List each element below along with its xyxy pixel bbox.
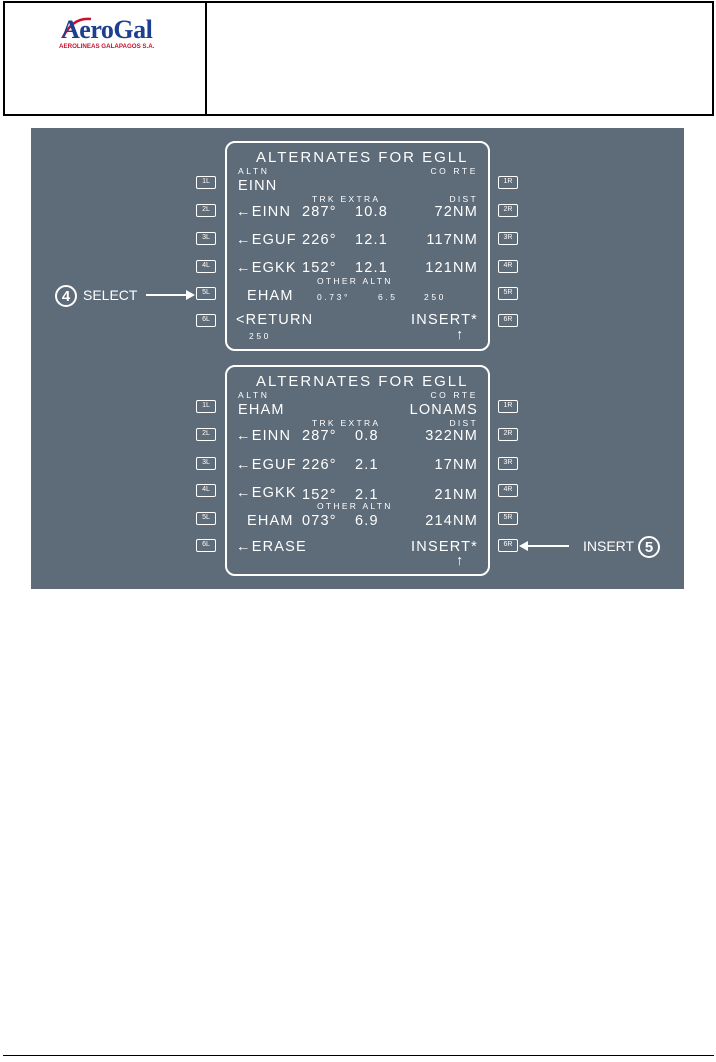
aerogal-logo bbox=[57, 15, 177, 55]
screen2-row1-trk: 287° bbox=[302, 428, 337, 444]
footer-rule bbox=[3, 1055, 714, 1056]
mcdu-screen-1 bbox=[225, 141, 490, 351]
mcdu-screen-2 bbox=[225, 365, 490, 576]
screen1-other-code: EHAM bbox=[247, 288, 294, 304]
lsk-4l[interactable]: 4L bbox=[196, 260, 216, 273]
screen1-row2-trk: 226° bbox=[302, 232, 337, 248]
screen1-other-dist: 250 bbox=[424, 292, 446, 302]
lsk-3r[interactable]: 3R bbox=[498, 232, 518, 245]
screen1-other-altn-label: OTHER ALTN bbox=[317, 276, 393, 286]
screen2-row3-dist: 21NM bbox=[434, 487, 478, 503]
screen1-row1-extra: 10.8 bbox=[355, 204, 389, 220]
screen2-other-dist: 214NM bbox=[425, 513, 478, 529]
insert-arrow-line bbox=[527, 545, 569, 547]
mcdu-figure bbox=[31, 128, 684, 589]
callout-insert-label: INSERT bbox=[583, 538, 635, 554]
screen1-row1-trk: 287° bbox=[302, 204, 337, 220]
screen2-other-trk: 073° bbox=[302, 513, 337, 529]
header-divider bbox=[205, 3, 207, 114]
screen1-row1-code: ←EINN bbox=[236, 204, 292, 220]
screen1-up-arrow-icon: ↑ bbox=[456, 327, 465, 343]
screen2-row1-extra: 0.8 bbox=[355, 428, 379, 444]
screen1-row3-code: ←EGKK bbox=[236, 260, 297, 276]
screen2-col-trk-extra: TRK EXTRA bbox=[312, 418, 381, 428]
screen2-title: ALTERNATES FOR EGLL bbox=[256, 373, 469, 390]
screen1-insert-label: INSERT* bbox=[411, 312, 478, 328]
lsk-3l[interactable]: 3L bbox=[196, 232, 216, 245]
lsk-2l[interactable]: 2L bbox=[196, 204, 216, 217]
screen2-row2-trk: 226° bbox=[302, 457, 337, 473]
lsk-6r[interactable]: 6R bbox=[498, 539, 518, 552]
screen2-row3-code: ←EGKK bbox=[236, 485, 297, 501]
lsk-2l[interactable]: 2L bbox=[196, 428, 216, 441]
lsk-2r[interactable]: 2R bbox=[498, 428, 518, 441]
callout-number-4: 4 bbox=[55, 285, 77, 307]
screen1-scratchpad: 250 bbox=[249, 331, 271, 341]
screen2-row2-extra: 2.1 bbox=[355, 457, 379, 473]
lsk-6l[interactable]: 6L bbox=[196, 539, 216, 552]
lsk-3l[interactable]: 3L bbox=[196, 457, 216, 470]
screen1-row2-code: ←EGUF bbox=[236, 232, 297, 248]
screen2-row3-trk: 152° bbox=[302, 487, 337, 503]
logo-wordmark: AeroGal bbox=[61, 15, 153, 44]
screen1-row1-dist: 72NM bbox=[434, 204, 478, 220]
screen2-altn-label: ALTN bbox=[238, 390, 270, 400]
screen2-other-extra: 6.9 bbox=[355, 513, 379, 529]
screen1-row2-extra: 12.1 bbox=[355, 232, 389, 248]
lsk-1r[interactable]: 1R bbox=[498, 400, 518, 413]
screen2-col-dist: DIST bbox=[449, 418, 478, 428]
callout-select-label: SELECT bbox=[83, 287, 138, 303]
screen2-row2-dist: 17NM bbox=[434, 457, 478, 473]
document-header bbox=[3, 1, 714, 116]
lsk-6l[interactable]: 6L bbox=[196, 314, 216, 327]
screen2-row1-code: ←EINN bbox=[236, 428, 292, 444]
screen2-insert-label: INSERT* bbox=[411, 539, 478, 555]
lsk-2r[interactable]: 2R bbox=[498, 204, 518, 217]
callout-number-5: 5 bbox=[638, 536, 660, 558]
screen2-route: LONAMS bbox=[409, 402, 478, 418]
select-arrow-line bbox=[146, 294, 188, 296]
screen2-current-altn: EHAM bbox=[238, 402, 285, 418]
lsk-6r[interactable]: 6R bbox=[498, 314, 518, 327]
screen2-other-code: EHAM bbox=[247, 513, 294, 529]
screen1-row3-dist: 121NM bbox=[425, 260, 478, 276]
lsk-1l[interactable]: 1L bbox=[196, 400, 216, 413]
logo-subtitle: AEROLINEAS GALAPAGOS S.A. bbox=[59, 43, 155, 50]
screen1-altn-label: ALTN bbox=[238, 166, 270, 176]
screen2-row3-extra: 2.1 bbox=[355, 487, 379, 503]
screen1-row2-dist: 117NM bbox=[426, 232, 478, 248]
screen2-up-arrow-icon: ↑ bbox=[456, 553, 465, 569]
lsk-5l[interactable]: 5L bbox=[196, 512, 216, 525]
screen2-row2-code: ←EGUF bbox=[236, 457, 297, 473]
lsk-4r[interactable]: 4R bbox=[498, 484, 518, 497]
lsk-4l[interactable]: 4L bbox=[196, 484, 216, 497]
screen1-title: ALTERNATES FOR EGLL bbox=[256, 149, 469, 166]
screen1-corte-label: CO RTE bbox=[430, 166, 478, 176]
screen1-row3-extra: 12.1 bbox=[355, 260, 389, 276]
screen1-col-dist: DIST bbox=[449, 194, 478, 204]
lsk-5l[interactable]: 5L bbox=[196, 287, 216, 300]
screen1-other-trk: 0.73° bbox=[317, 292, 350, 302]
screen2-erase-label: ←ERASE bbox=[236, 539, 307, 555]
lsk-5r[interactable]: 5R bbox=[498, 512, 518, 525]
lsk-5r[interactable]: 5R bbox=[498, 287, 518, 300]
screen2-other-altn-label: OTHER ALTN bbox=[317, 501, 393, 511]
screen2-row1-dist: 322NM bbox=[425, 428, 478, 444]
lsk-4r[interactable]: 4R bbox=[498, 260, 518, 273]
select-arrowhead-icon bbox=[186, 290, 195, 300]
screen1-other-extra: 6.5 bbox=[378, 292, 398, 302]
screen1-return-label: <RETURN bbox=[236, 312, 314, 328]
lsk-1l[interactable]: 1L bbox=[196, 176, 216, 189]
screen1-row3-trk: 152° bbox=[302, 260, 337, 276]
lsk-3r[interactable]: 3R bbox=[498, 457, 518, 470]
lsk-1r[interactable]: 1R bbox=[498, 176, 518, 189]
screen2-corte-label: CO RTE bbox=[430, 390, 478, 400]
screen1-col-trk-extra: TRK EXTRA bbox=[312, 194, 381, 204]
screen1-current-altn: EINN bbox=[238, 178, 278, 194]
